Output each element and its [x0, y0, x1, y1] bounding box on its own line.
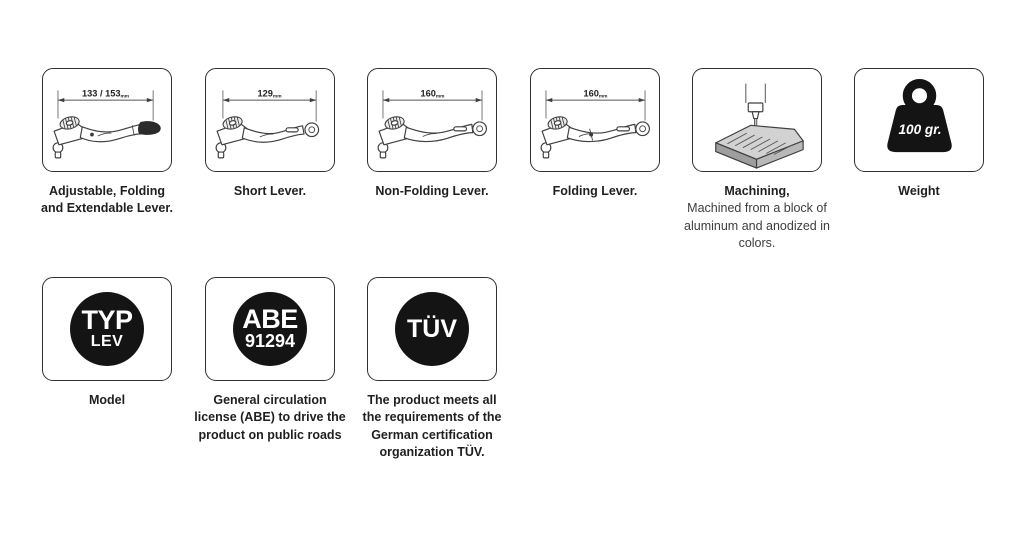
- feature-card-abe-license: [185, 277, 355, 444]
- caption-model: Model: [88, 393, 126, 407]
- machining-title: Machining,: [724, 184, 790, 198]
- tuv-badge: [395, 292, 469, 366]
- extendable-lever-icon: [44, 70, 171, 171]
- dimension-label: 160mm: [419, 88, 445, 100]
- short-lever-icon: [207, 70, 334, 171]
- milling-machine-icon: [694, 70, 821, 171]
- dimension-label: 129mm: [257, 88, 282, 100]
- card-frame: [42, 277, 172, 381]
- dimension-label: 160mm: [582, 88, 608, 100]
- card-frame: [42, 68, 172, 172]
- feature-card-folding-lever: [510, 68, 680, 200]
- caption-folding-lever: Folding Lever.: [552, 184, 638, 198]
- caption-abe-license: General circulation license (ABE) to drive the product on public roads: [194, 393, 346, 442]
- caption-adjustable-lever: Adjustable, Folding and Extendable Lever.: [41, 184, 173, 216]
- weight-value-label: 100 gr.: [897, 121, 942, 137]
- card-frame: [367, 277, 497, 381]
- feature-card-weight: [834, 68, 1004, 200]
- abe-badge: [233, 292, 307, 366]
- card-frame: [367, 68, 497, 172]
- typ-lev-badge: [70, 292, 144, 366]
- feature-card-non-folding-lever: [347, 68, 517, 200]
- caption-non-folding-lever: Non-Folding Lever.: [375, 184, 489, 198]
- card-frame: [692, 68, 822, 172]
- weight-icon: [856, 70, 983, 171]
- badge-line-2: 91294: [244, 330, 296, 351]
- folding-lever-icon: [532, 70, 659, 171]
- machining-subtitle: Machined from a block of aluminum and anodized in colors.: [684, 201, 830, 250]
- caption-tuv: The product meets all the requirements of the German certification organization TÜV.: [362, 393, 502, 459]
- caption-weight: Weight: [898, 184, 940, 198]
- card-frame: [205, 68, 335, 172]
- non-folding-lever-icon: [369, 70, 496, 171]
- dimension-label: 133 / 153mm: [81, 88, 129, 100]
- badge-line-2: LEV: [90, 332, 124, 350]
- feature-card-machining: [672, 68, 842, 252]
- card-frame: [205, 277, 335, 381]
- caption-short-lever: Short Lever.: [233, 184, 307, 198]
- caption-machining: [681, 183, 833, 252]
- card-frame: [854, 68, 984, 172]
- feature-card-adjustable-lever: [22, 68, 192, 218]
- feature-card-model: [22, 277, 192, 409]
- feature-card-short-lever: [185, 68, 355, 200]
- badge-line-1: TYP: [81, 304, 133, 335]
- feature-card-tuv: [347, 277, 517, 461]
- card-frame: [530, 68, 660, 172]
- badge-line-1: ABE: [242, 303, 298, 334]
- badge-line-1: TÜV: [407, 314, 457, 343]
